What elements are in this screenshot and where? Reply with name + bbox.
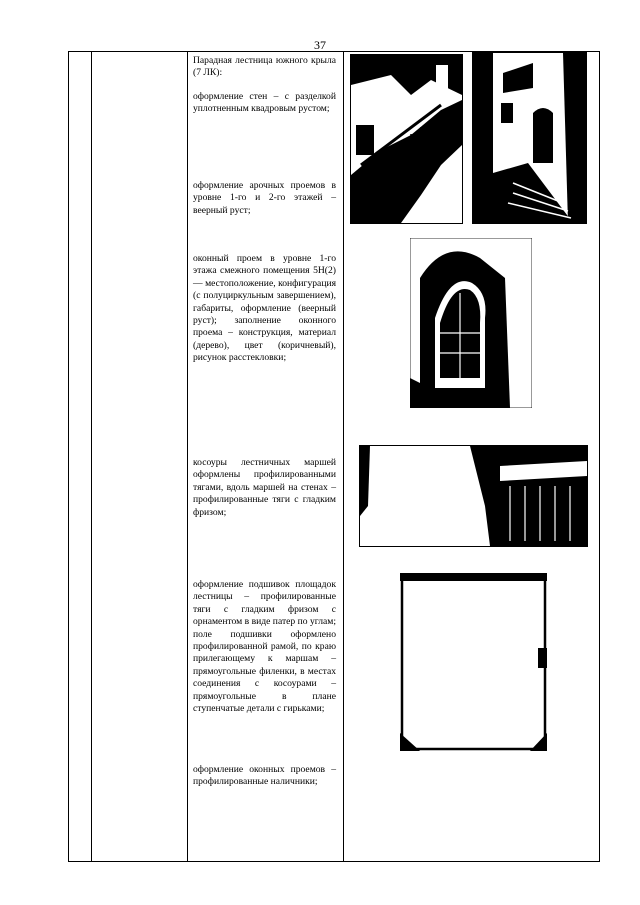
- photo-arched-window: [410, 238, 532, 408]
- text-block-landings: оформление подшивок площадок лестницы – профилированные тяги с гладким фризом с орнаментом в виде патер по углам; поле подшивки оформлено профилированной рамой, по краю прилегающему к маршам – прямоугольные филенки, в местах соединения с косоурами – прямоугольные в плане ступенчатые детали с гирьками;: [193, 579, 336, 715]
- column-divider: [91, 52, 92, 861]
- text-block-title: Парадная лестница южного крыла (7 ЛК):: [193, 55, 336, 79]
- text-block-arches: оформление арочных проемов в уровне 1-го и 2-го этажей – веерный руст;: [193, 180, 336, 216]
- heritage-table: [68, 51, 600, 862]
- column-divider: [343, 52, 344, 861]
- page-number: 37: [314, 38, 326, 52]
- text-block-stringers: косоуры лестничных маршей оформлены профилированными тягами, вдоль маршей на стенах – профилированные тяги с гладким фризом;: [193, 457, 336, 518]
- text-block-window-frames: оформление оконных проемов – профилированные наличники;: [193, 764, 336, 788]
- photo-staircase-2: [472, 52, 587, 224]
- column-divider: [187, 52, 188, 861]
- photo-staircase-1: [350, 54, 463, 224]
- text-block-walls: оформление стен – с разделкой уплотненным квадровым рустом;: [193, 91, 336, 115]
- photo-stringers: [359, 445, 588, 547]
- photo-landing-soffit: [400, 573, 547, 751]
- text-block-window: оконный проем в уровне 1-го этажа смежного помещения 5Н(2) — местоположение, конфигурация (с полуциркульным завершением), габариты, оформление (веерный руст); заполнение оконного проема – конструкция, материал (дерево), цвет (коричневый), рисунок расстекловки;: [193, 253, 336, 364]
